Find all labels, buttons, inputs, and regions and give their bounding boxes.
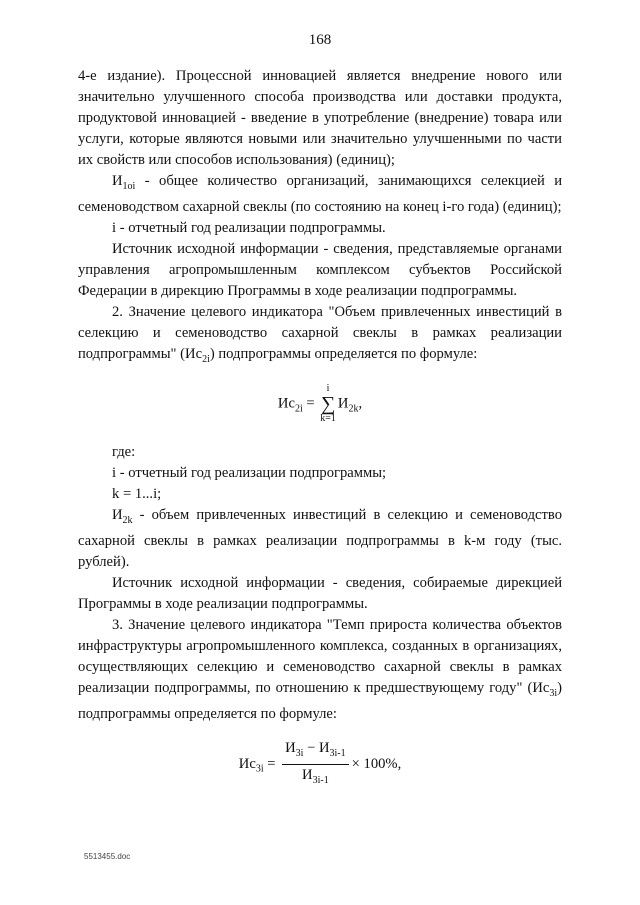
footer-filename: 5513455.doc [84,852,131,861]
subscript: 1oi [122,180,136,192]
subscript: 3i-1 [329,747,346,759]
symbol: Ис [532,679,550,696]
equals-sign: = [263,755,280,772]
paragraph-text: - объем привлеченных инвестиций в селекцию и семеноводство сахарной свеклы в рамках реализации подпрограммы в k-м году (тыс. рублей). [78,506,562,570]
sum-upper-limit: i [326,382,330,394]
formula-growth-rate [78,739,562,790]
fraction-numerator [282,739,349,765]
paragraph: 4-е издание). Процессной инновацией является внедрение нового или значительно улучшенного способа производства или доставки продукта, продуктовой инновацией - введение в употребление (внедрение) товара или услуги, которые являются новыми или значительно улучшенными по части их свойств или способов использования) (единиц); [78,68,562,168]
paragraph [78,302,562,370]
symbol: И [112,173,123,189]
formula-term: И [302,766,313,783]
subscript: 2k [348,403,359,415]
paragraph [78,615,562,725]
paragraph: k = 1...i; [112,485,162,502]
subscript: 3i [295,747,304,759]
subscript: 2k [122,514,133,526]
paragraph-text: 3. Значение целевого индикатора "Темп прироста количества объектов инфраструктуры агропромышленного комплекса, созданных в организациях, осуществляющих селекцию и семеноводство сахарной свеклы в рамках реализации подпрограммы, по отношению к предшествующему году" ( [78,616,562,696]
paragraph: где: [112,443,136,460]
fraction [282,739,349,790]
formula-term: И [285,739,296,756]
paragraph [78,505,562,573]
sum-lower-limit: k=1 [320,412,336,424]
symbol: Ис [185,345,203,362]
summation-operator [320,384,336,424]
minus-sign: − [303,739,319,756]
formula-tail: , [358,395,363,412]
paragraph: i - отчетный год реализации подпрограммы. [112,219,386,236]
paragraph: Источник исходной информации - сведения, собираемые дирекцией Программы в ходе реализации подпрограммы. [78,574,562,612]
formula-tail: × 100%, [351,755,402,772]
formula-term: И [318,739,330,756]
document-body [78,66,562,789]
subscript: 3i [549,687,558,699]
formula-lhs: Ис [277,395,295,412]
formula-lhs: Ис [238,755,256,772]
sigma-symbol: ∑ [320,392,336,415]
symbol: И [112,506,123,523]
formula-sum [78,384,562,424]
fraction-denominator [282,765,349,790]
subscript: 2i [202,353,210,365]
formula-term: И [337,395,349,412]
page-number: 168 [308,32,332,48]
paragraph [78,171,562,218]
paragraph-text: ) подпрограммы определяется по формуле: [209,345,478,362]
subscript: 3i [255,763,264,775]
paragraph-text: - общее количество организаций, занимающихся селекцией и семеноводством сахарной свеклы (по состоянию на конец i-го года) (единиц); [78,173,562,215]
equals-sign: = [302,395,319,412]
paragraph: Источник исходной информации - сведения, представляемые органами управления агропромышленным комплексом субъектов Российской Федерации в дирекцию Программы в ходе реализации подпрограммы. [78,240,562,299]
paragraph-text: ) подпрограммы определяется по формуле: [78,679,562,722]
subscript: 3i-1 [312,774,329,786]
paragraph: i - отчетный год реализации подпрограммы; [112,464,387,481]
subscript: 2i [294,403,303,415]
paragraph-text: 2. Значение целевого индикатора "Объем привлеченных инвестиций в селекцию и семеноводство сахарной свеклы в рамках реализации подпрограммы" ( [78,303,562,362]
